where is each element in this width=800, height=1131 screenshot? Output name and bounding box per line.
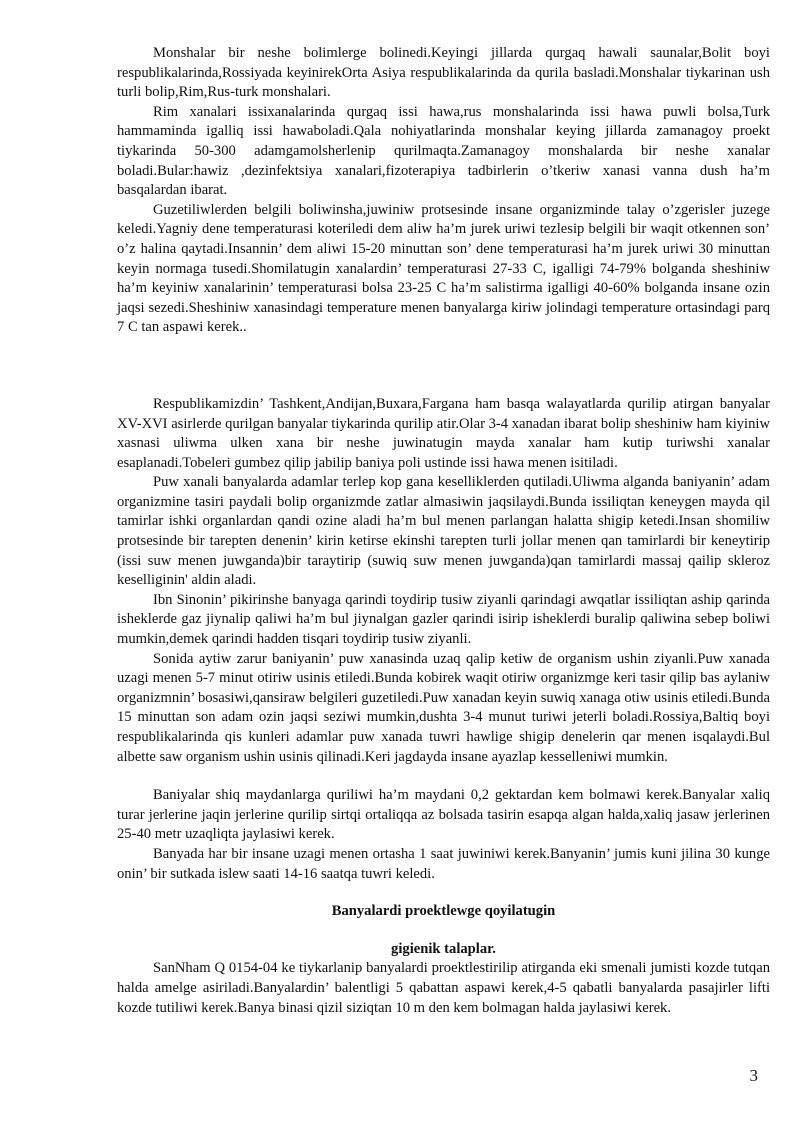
section-heading-line-2: gigienik talaplar. — [391, 940, 496, 957]
paragraph-steam-duration: Sonida aytiw zarur baniyanin’ puw xanasinda uzaq qalip ketiw de organism ushin ziyanli.Puw xanada uzagi menen 5-7 minut otiriw usinis etiledi.Bunda kobirek waqit otiriw organizmge keri tasir qilip bas aylaniw organizmnin’ bosasiwi,qansiraw belgileri guzetiledi.Puw xanadan keyin suwiq xanaga otiw usinis etiledi.Bunda 15 minuttan son adam ozin jaqsi seziwi mumkin,dushta 3-4 munut turiwi jeterli boladi.Rossiya,Baltiq boyi respublikalarinda qis kunleri adamlar puw xanada tuwri hawlige shigip denelerin qar menen isqalaydi.Bul albette saw organism ushin usinis qilinadi.Keri jagdayda insane ayazlap kesselleniwi mumkin. — [117, 650, 770, 765]
section-gap — [117, 767, 770, 786]
page-number: 3 — [749, 1066, 758, 1085]
paragraph-ibn-sino: Ibn Sinonin’ pikirinshe banyaga qarindi toydirip tusiw ziyanli qarindagi awqatlar issiliqtan aship qarinda isheklerde gaz jiynalip qaliwi ha’m bul jiynalgan gazler qarindi isirip isheklerdi buralip qaliwina sebep boliwi mumkin,demek qarindi hadden tisqari toydirip tusiw ziyanli. — [117, 591, 770, 648]
section-heading-line-1: Banyalardi proektlewge qoyilatugin — [331, 903, 556, 920]
paragraph-saunas-types: Monshalar bir neshe bolimlerge bolinedi.Keyingi jillarda qurgaq hawali saunalar,Bolit boyi respublikalarinda,Rossiyada keyinirekOrta Asiya respublikalarinda da qurila basladi.Monshalar tiykarinan ush turli bolip,Rim,Rus-turk monshalari. — [117, 45, 770, 101]
paragraph-republic-bathhouses: Respublikamizdin’ Tashkent,Andijan,Buxara,Fargana ham basqa walayatlarda qurilip atirgan banyalar XV-XVI asirlerde qurilgan banyalar tiykarinda qurilip atir.Olar 3-4 xanadan ibarat bolip sheshiniw ham kiyiniw xasnasi uliwma ulken xana bir neshe juwinatugin mayda xanalar ham kutip turiwshi xanalar esaplanadi.Tobeleri gumbez qilip jabilip baniya poli ustinde issi hawa menen isitiladi. — [117, 395, 770, 471]
section-gap — [117, 338, 770, 395]
paragraph-sanpin-requirements: SanNham Q 0154-04 ke tiykarlanip banyalardi proektlestirilip atirganda eki smenali jumisti kozde tutqan halda amelge asiriladi.Banyalardin’ balentligi 5 qabattan aspawi kerek,4-5 qabatli banyalarda pasajirler lifti kozde tutiliwi kerek.Banya binasi qizil siziqtan 10 m den kem bolmagan halda jaylasiwi kerek. — [117, 960, 770, 1016]
paragraph-working-hours: Banyada har bir insane uzagi menen ortasha 1 saat juwiniwi kerek.Banyanin’ jumis kuni jilina 30 kunge onin’ bir sutkada islew saati 14-16 saatqa tuwri keledi. — [117, 845, 770, 882]
section-gap — [117, 884, 770, 902]
section-gap — [117, 922, 770, 940]
paragraph-bathhouse-location: Baniyalar shiq maydanlarga quriliwi ha’m maydani 0,2 gektardan kem bolmawi kerek.Banyalar xaliq turar jerlerine jaqin jerlerine qurilip sirtqi ortaliqqa az bolsada tasirin esapqa algan halda,xaliq jasaw jerlerinen 25-40 metr uzaqliqta jaylasiwi kerek. — [117, 787, 770, 843]
document-body — [117, 44, 770, 1018]
paragraph-rim-rus-turk: Rim xanalari issixanalarinda qurgaq issi hawa,rus monshalarinda issi hawa puwli bolsa,Turk hammaminda igalliq issi hawaboladi.Qala nohiyatlarinda monshalar keying jillarda zamanagoy proekt tiykarinda 50-300 adamgamolsherlenip qurilmaqta.Zamanagoy monshalarda bir neshe xanalar boladi.Bular:hawiz ,dezinfektsiya xanalari,fizoterapiya tadbirlerin o’tkeriw xanasi vanna dush ha’m basqalardan ibarat. — [117, 103, 770, 199]
paragraph-body-changes: Guzetiliwlerden belgili boliwinsha,juwiniw protsesinde insane organizminde talay o’zgerisler juzege keledi.Yagniy dene temperaturasi koteriledi dem aliw ha’m jurek uriwi tezlesip belgili bir waqit otkennen son’ o’z halina qaytadi.Insannin’ dem aliwi 15-20 minuttan son’ dene temperaturasi ha’m jurek uriwi 30 minuttan keyin normaga tusedi.Shomilatugin xanalardin’ temperaturasi 27-33 C, igalligi 74-79% bolganda sheshiniw ha’m keyiniw xanalarinin’ temperaturasi bolsa 23-25 C ha’m salistirma igalligi 40-60% bolganda insane ozin jaqsi sezedi.Sheshiniw xanasindagi temperature menen banyalarga kiriw jolindagi temperature ortasindagi parq 7 C tan aspawi kerek.. — [117, 201, 770, 336]
paragraph-steam-rooms: Puw xanali banyalarda adamlar terlep kop gana keselliklerden qutiladi.Uliwma alganda baniyanin’ adam organizmine tasiri paydali bolip organizmde zatlar almasiwin jaqsilaydi.Bunda issiliqtan keneygen mayda qil tamirlar ishki organlardan qandi ozine aladi ha’m bul menen parlangan halatta shigip ketedi.Insan shomiliw protsesinde bir tarepten denenin’ kirin ketirse ekinshi tarepten turli jollar menen qan tamirlardi bir keneytirip (issi suw menen juwganda)bir taraytirip (suwiq suw menen juwganda)qan tamirlardi massaj qailip skleroz keselliginin' aldin aladi. — [117, 474, 770, 589]
